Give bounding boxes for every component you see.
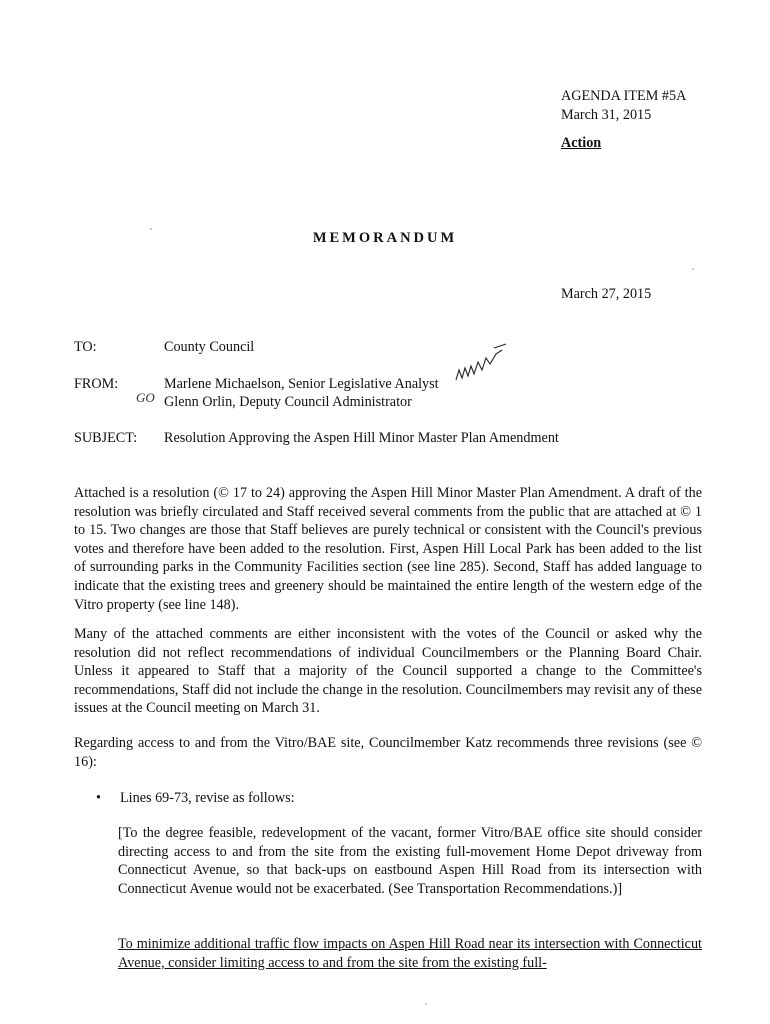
to-value: County Council xyxy=(164,339,255,355)
scan-speck xyxy=(692,268,694,270)
agenda-header xyxy=(561,87,761,153)
bullet-item-1 xyxy=(96,789,696,808)
scan-speck xyxy=(425,1003,427,1005)
scan-speck xyxy=(150,228,152,230)
handwritten-initials-go: GO xyxy=(136,390,155,405)
agenda-date: March 31, 2015 xyxy=(561,106,652,123)
agenda-action: Action xyxy=(561,135,602,152)
memo-title: MEMORANDUM xyxy=(312,230,458,246)
paragraph-2: Many of the attached comments are either inconsistent with the votes of the Council or asked why the resolution did not reflect recommendations of individual Councilmembers or the Planning Board Chair. Unless it appeared to Staff that a majority of the Council supported a change to the Committee's recommendations, Staff did not include the change in the resolution. Councilmembers may revisit any of these issues at the Council meeting on March 31. xyxy=(74,626,702,717)
to-label: TO: xyxy=(74,339,97,355)
bullet-dot-icon: • xyxy=(96,790,101,806)
subject-value: Resolution Approving the Aspen Hill Minor Master Plan Amendment xyxy=(164,430,559,446)
from-label: FROM: xyxy=(74,376,119,392)
from-row-2 xyxy=(164,393,770,412)
paragraph-3: Regarding access to and from the Vitro/BAE site, Councilmember Katz recommends three revisions (see © 16): xyxy=(74,735,702,770)
to-row xyxy=(74,338,714,357)
paragraph-1: Attached is a resolution (© 17 to 24) approving the Aspen Hill Minor Master Plan Amendment. A draft of the resolution was briefly circulated and Staff received several comments from the public that are attached at © 1 to 15. Two changes are those that Staff believes are purely technical or consistent with the Council's previous votes and therefore have been added to the resolution. First, Aspen Hill Local Park has been added to the list of surrounding parks in the Community Facilities section (see line 285). Second, Staff has added language to indicate that the existing trees and greenery should be maintained the entire length of the western edge of the Vitro property (see line 148). xyxy=(74,485,702,613)
underlined-inserted-text: To minimize additional traffic flow impacts on Aspen Hill Road near its intersection with Connecticut Avenue, consider limiting access to and from the site from the existing full- xyxy=(118,936,702,971)
agenda-item: AGENDA ITEM #5A xyxy=(561,88,687,104)
memo-date: March 27, 2015 xyxy=(561,286,652,302)
from-value-2: Glenn Orlin, Deputy Council Administrator xyxy=(164,394,412,410)
from-value-1: Marlene Michaelson, Senior Legislative Analyst xyxy=(164,376,439,392)
from-row xyxy=(74,375,714,394)
subject-row xyxy=(74,429,714,448)
handwritten-initials-mm xyxy=(450,340,510,390)
bracketed-deleted-text: [To the degree feasible, redevelopment of the vacant, former Vitro/BAE office site should consider directing access to and from the site from the existing full-movement Home Depot driveway from Connecticut Avenue, so that back-ups on eastbound Aspen Hill Road from its intersection with Connecticut Avenue would not be exacerbated. (See Transportation Recommendations.)] xyxy=(118,825,702,897)
bullet-text: Lines 69-73, revise as follows: xyxy=(120,790,295,806)
subject-label: SUBJECT: xyxy=(74,430,138,446)
